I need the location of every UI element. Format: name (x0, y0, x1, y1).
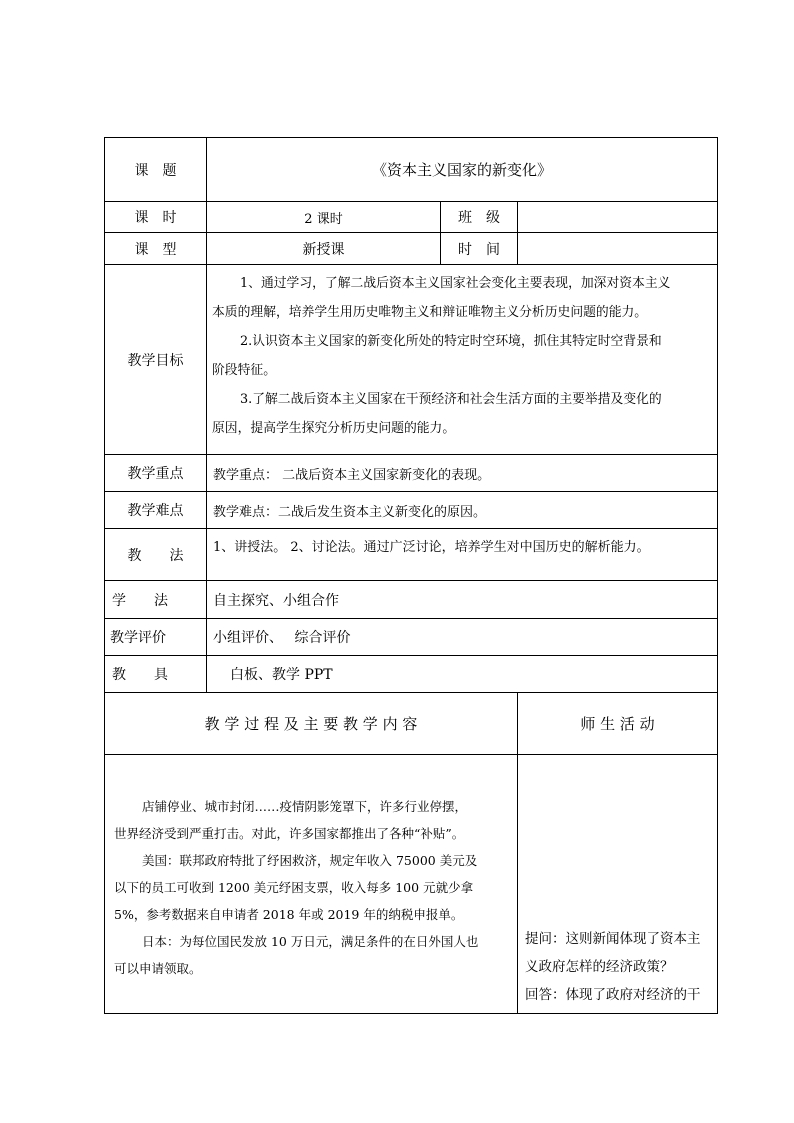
goal-line: 本质的理解，培养学生用历史唯物主义和辩证唯物主义分析历史问题的能力。 (212, 305, 648, 320)
difficulty-value: 教学难点：二战后发生资本主义新变化的原因。 (213, 504, 487, 520)
news-line: 5%，参考数据来自申请者 2018 年或 2019 年的纳税申报单。 (114, 907, 464, 922)
news-line: 可以申请领取。 (114, 961, 202, 976)
goal-line: 3.了解二战后资本主义国家在干预经济和社会生活方面的主要举措及变化的 (240, 392, 662, 407)
news-line: 店铺停业、城市封闭……疫情阴影笼罩下，许多行业停摆， (142, 799, 468, 814)
type-label: 课 型 (134, 241, 177, 258)
type-value: 新授课 (302, 241, 345, 258)
tools-label: 教 具 (112, 667, 168, 683)
class-label: 班 级 (458, 210, 500, 226)
row-divider (104, 754, 718, 755)
class-value (518, 202, 717, 232)
activity-line: 提问：这则新闻体现了资本主 (525, 931, 701, 947)
evaluation-value: 小组评价、 综合评价 (213, 630, 351, 646)
tools-value: 白板、教学 PPT (230, 667, 333, 683)
learning-value: 自主探究、小组合作 (213, 592, 339, 609)
table-border-right (717, 137, 718, 1014)
goals-text (212, 269, 714, 443)
goal-line: 原因，提高学生探究分析历史问题的能力。 (212, 421, 456, 436)
news-line: 世界经济受到严重打击。对此，许多国家都推出了各种“补贴”。 (114, 826, 465, 841)
topic-label: 课 题 (134, 162, 177, 179)
goal-line: 2.认识资本主义国家的新变化所处的特定时空环境，抓住其特定时空背景和 (240, 334, 662, 349)
goal-line: 阶段特征。 (212, 363, 276, 378)
method-label: 教 法 (127, 547, 184, 564)
difficulty-label: 教学难点 (127, 503, 184, 519)
hours-value: 2 课时 (304, 211, 343, 227)
goal-line: 1、通过学习，了解二战后资本主义国家社会变化主要表现，加深对资本主义 (240, 276, 671, 291)
key-label: 教学重点 (127, 466, 184, 482)
time-value (518, 233, 717, 264)
news-line: 美国：联邦政府特批了纾困救济，规定年收入 75000 美元及 (142, 853, 478, 868)
hours-label: 课 时 (134, 210, 177, 226)
activity-line: 回答：体现了政府对经济的干 (525, 987, 701, 1003)
time-label: 时 间 (458, 241, 500, 258)
process-header-content: 教 学 过 程 及 主 要 教 学 内 容 (204, 715, 418, 733)
process-header-activity: 师 生 活 动 (580, 715, 655, 733)
goals-label: 教学目标 (127, 352, 184, 369)
evaluation-label: 教学评价 (110, 630, 166, 646)
topic-value: 《资本主义国家的新变化》 (371, 161, 552, 179)
learning-label: 学 法 (112, 592, 168, 609)
table-border-bottom (104, 1013, 718, 1014)
news-line: 日本：为每位国民发放 10 万日元，满足条件的在日外国人也 (142, 934, 479, 949)
key-value: 教学重点： 二战后资本主义国家新变化的表现。 (213, 467, 491, 483)
activity-line: 义政府怎样的经济政策？ (525, 959, 674, 975)
method-value: 1、讲授法。 2、讨论法。通过广泛讨论，培养学生对中国历史的解析能力。 (213, 540, 650, 555)
news-line: 以下的员工可收到 1200 美元纾困支票，收入每多 100 元就少拿 (114, 880, 474, 895)
news-excerpt (114, 793, 514, 982)
teacher-student-activity (525, 925, 715, 1009)
